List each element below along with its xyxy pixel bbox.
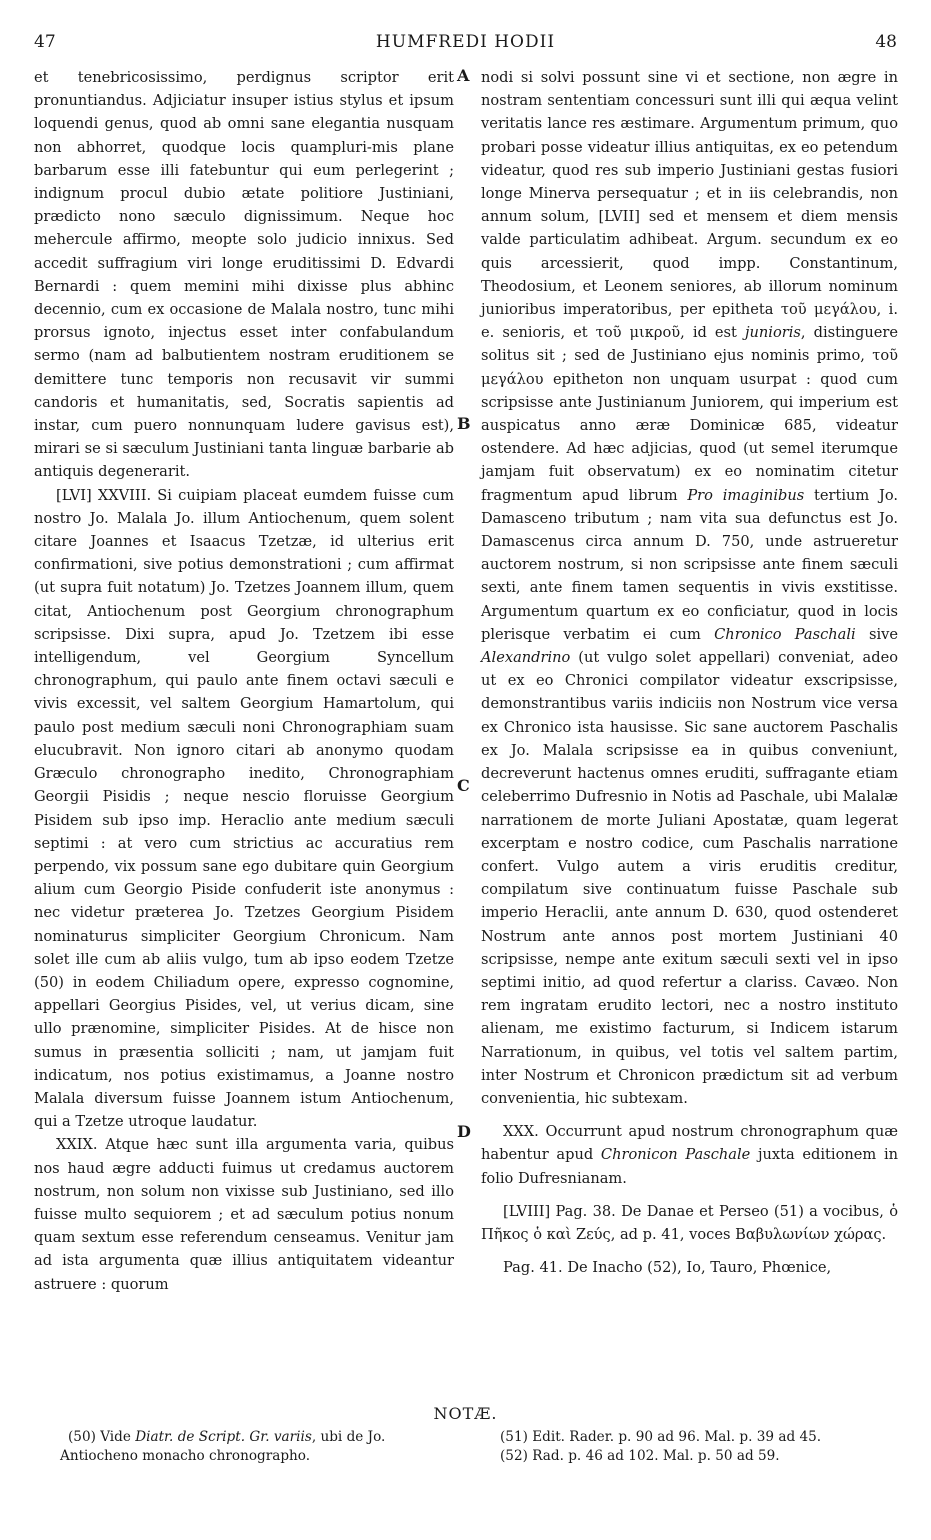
margin-letter-b: B — [457, 414, 471, 433]
margin-letter-d: D — [457, 1122, 471, 1141]
italic-text: Pro imaginibus — [687, 486, 805, 504]
footnote-52: (52) Rad. p. 46 ad 102. Mal. p. 50 ad 59. — [500, 1448, 780, 1464]
footnote-51: (51) Edit. Rader. p. 90 ad 96. Mal. p. 39 ad 45. — [500, 1429, 822, 1445]
italic-text: Diatr. de Script. Gr. variis — [135, 1429, 312, 1445]
footnote-50: (50) Vide Diatr. de Script. Gr. variis, ubi de Jo. Antiocheno monacho chronographo. — [60, 1429, 386, 1464]
paragraph-xxx: XXX. Occurrunt apud nostrum chronographum quæ habentur apud Chronicon Paschale juxta editionem in folio Dufresnianam. — [481, 1123, 899, 1187]
running-title: HUMFREDI HODII — [375, 32, 556, 52]
margin-letter-c: C — [457, 776, 470, 795]
greek-text: τοῦ μικροῦ — [595, 324, 681, 342]
running-header — [34, 32, 897, 60]
greek-text: ὁ Πῆκος ὁ καὶ Ζεύς — [481, 1202, 899, 1243]
greek-text: Βαβυλωνίων χώρας — [735, 1225, 882, 1243]
paragraph-xxix: XXIX. Atque hæc sunt illa argumenta varia, quibus nos haud ægre adducti fuimus ut credamus auctorem nostrum, non solum non vixisse sub Justiniano, sed illo fuisse multo sequiorem ; et ad sæculum potius nonum quam sextum esse referendum censeamus. Venitur jam ad ista argumenta quæ illius antiquitatem videantur astruere : quorum — [34, 1136, 454, 1293]
paragraph: Pag. 41. De Inacho (52), Io, Tauro, Phœnice, — [503, 1259, 832, 1277]
paragraph: nodi si solvi possunt sine vi et sectione, non ægre in nostram sententiam concessuri sunt illi qui æqua velint veritatis lance res æstimare. Argumentum primum, quo probari posse videatur illius antiquitas, ex eo petendum videatur, quod res sub imperio Justiniani gestas fusiori longe Minerva persequatur ; et in iis celebrandis, non annum solum, [LVII] sed et mensem et diem mensis valde particulatim adhibeat. Argum. secundum ex eo quis arcessierit, quod impp. Constantinum, Theodosium, et Leonem seniores, ab illorum nominum junioribus imperatoribus, per epitheta τοῦ μεγάλου, i. e. senioris, et τοῦ μικροῦ, id est junioris, distinguere solitus sit ; sed de Justiniano ejus nominis primo, τοῦ μεγάλου epitheton non unquam usurpat : quod cum scripsisse ante Justinianum Juniorem, qui imperium est auspicatus anno æræ Dominicæ 685, videatur ostendere. Ad hæc adjicias, quod (ut semel iterumque jamjam fuit observatum) ex eo nominatim citetur fragmentum apud librum Pro imaginibus tertium Jo. Damasceno tributum ; nam vita sua defunctus est Jo. Damascenus circa annum D. 750, unde astrueretur auctorem nostrum, si non scripsisse ante finem sæculi sexti, ante finem tamen sequentis in vivis exstitisse. Argumentum quartum ex eo conficiatur, quod in locis plerisque verbatim ei cum Chronico Paschali sive Alexandrino (ut vulgo solet appellari) conveniat, adeo ut ex eo Chronici compilator videatur exscripsisse, demonstrantibus variis indiciis non Nostrum vice versa ex Chronico ista hausisse. Sic sane auctorem Paschalis ex Jo. Malala scripsisse ea in quibus conveniunt, decreverunt hactenus omnes eruditi, suffragante etiam celeberrimo Dufresnio in Notis ad Paschale, ubi Malalæ narrationem de morte Juliani Apostatæ, quam legerat excerptam e nostro codice, cum Paschalis narratione confert. Vulgo autem a viris eruditis creditur, compilatum sive continuatum fuisse Paschale sub imperio Heraclii, ante annum D. 630, quod ostenderet Nostrum ante annos post mortem Justiniani 40 scripsisse, nempe ante exitum sæculi sexti vel in ipso septimi initio, ad quod refertur a clariss. Cavæo. Non rem ingratam erudito lectori, nec a nostro instituto alienam, me existimo facturum, si Indicem istarum Narrationum, in quibus, vel totis vel saltem partim, inter Nostrum et Chronicon prædictum sit ad verbum convenientia, hic subtexam. — [481, 69, 899, 1107]
margin-letter-a: A — [457, 66, 470, 85]
greek-text: τοῦ μεγάλου — [481, 347, 898, 388]
italic-text: Chronicon Paschale — [600, 1146, 751, 1164]
notes-heading: NOTÆ. — [433, 1404, 498, 1423]
paragraph: et tenebricosissimo, perdignus scriptor erit pronuntiandus. Adjiciatur insuper istius stylus et ipsum loquendi genus, quod ab omni sane elegantia nusquam non abhorret, quodque locis quampluri-mis plane barbarum esse illi fatebuntur qui eum perlegerint ; indignum procul dubio ætate politiore Justiniani, prædicto nono sæculo dignissimum. Neque hoc mehercule affirmo, meopte solo judicio innixus. Sed accedit suffragium viri longe eruditissimi D. Edvardi Bernardi : quem memini mihi dixisse plus abhinc decennio, cum ex occasione de Malala nostro, tunc mihi prorsus ignoto, injectus esset inter confabulandum sermo (nam ad balbutientem nostram eruditionem se demittere tunc temporis non recusavit vir summi candoris et humanitatis, sed, Socratis sapientis ad instar, cum puero nonnunquam ludere gavisus est), mirari se si sæculum Justiniani tanta linguæ barbarie ab antiquis degenerarit. — [34, 69, 454, 481]
paragraph-lviii: [LVIII] Pag. 38. De Danae et Perseo (51) a vocibus, ὁ Πῆκος ὁ καὶ Ζεύς, ad p. 41, voces Βαβυλωνίων χώρας. — [481, 1202, 899, 1243]
right-column — [481, 66, 898, 1279]
italic-text: Alexandrino — [481, 649, 571, 667]
footnotes-right — [500, 1428, 900, 1466]
greek-text: τοῦ μεγάλου — [780, 301, 877, 319]
left-column — [34, 66, 454, 1296]
paragraph-xxviii: [LVI] XXVIII. Si cuipiam placeat eumdem fuisse cum nostro Jo. Malala Jo. illum Antiochenum, quem solent citare Joannes et Isaacus Tzetzæ, id ulterius erit confirmationi, sive potius demonstrationi ; cum affirmat (ut supra fuit notatum) Jo. Tzetzes Joannem illum, quem citat, Antiochenum post Georgium chronographum scripsisse. Dixi supra, apud Jo. Tzetzem ibi esse intelligendum, vel Georgium Syncellum chronographum, qui paulo ante finem octavi sæculi e vivis excessit, vel saltem Georgium Hamartolum, qui paulo post medium sæculi noni Chronographiam suam elucubravit. Non ignoro citari ab anonymo quodam Græculo chronographo inedito, Chronographiam Georgii Pisidis ; neque nescio floruisse Georgium Pisidem sub ipso imp. Heraclio ante medium sæculi septimi : at vero cum strictius ac accuratius rem perpendo, vix possum sane ego dubitare quin Georgium alium cum Georgio Piside confuderit iste anonymus : nec videtur præterea Jo. Tzetzes Georgium Pisidem nominaturus simpliciter Georgium Chronicum. Nam solet ille cum ab aliis vulgo, tum ab ipso eodem Tzetze (50) in eodem Chiliadum opere, expresso cognomine, appellari Georgius Pisides, vel, ut verius dicam, sine ullo prænomine, simpliciter Pisides. At de hisce non sumus in præsentia solliciti ; nam, ut jamjam fuit indicatum, nos potius existimamus, a Joanne nostro Malala diversum fuisse Joannem istum Antiochenum, qui a Tzetze utroque laudatur. — [34, 486, 454, 1131]
italic-text: junioris — [744, 324, 801, 342]
page-number-left: 47 — [34, 32, 56, 52]
italic-text: Chronico Paschali — [714, 625, 856, 643]
page-number-right: 48 — [875, 32, 897, 52]
